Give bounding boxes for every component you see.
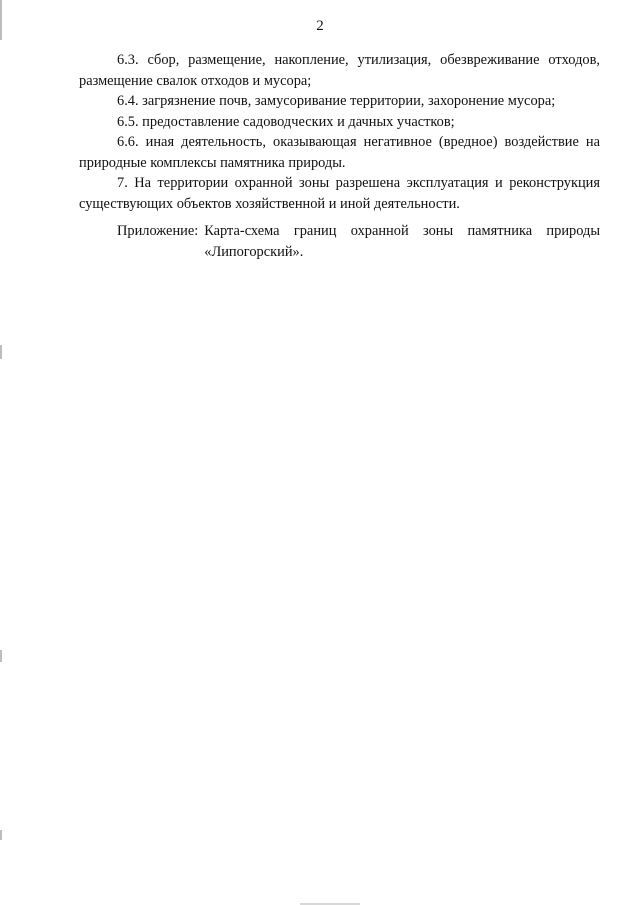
paragraph-6-3: 6.3. сбор, размещение, накопление, утилизация, обезвреживание отходов, размещение свалок отходов и мусора; [79,52,600,89]
paragraph-7: 7. На территории охранной зоны разрешена эксплуатация и реконструкция существующих объектов хозяйственной и иной деятельности. [79,175,600,212]
scan-edge-mark [0,345,2,359]
appendix-text: Карта-схема границ охранной зоны памятника природы «Липогорский». [204,223,600,260]
document-body [79,50,600,214]
scan-edge-mark [0,830,2,840]
paragraph-6-4: 6.4. загрязнение почв, замусоривание территории, захоронение мусора; [117,93,556,109]
appendix [117,221,600,262]
page-number: 2 [316,18,324,34]
scan-edge-mark [0,0,2,40]
appendix-label: Приложение: [117,223,199,239]
scan-edge-mark [0,650,2,662]
paragraph-6-5: 6.5. предоставление садоводческих и дачных участков; [117,113,455,130]
paragraph-6-6: 6.6. иная деятельность, оказывающая негативное (вредное) воздействие на природные комплексы памятника природы. [79,134,600,171]
